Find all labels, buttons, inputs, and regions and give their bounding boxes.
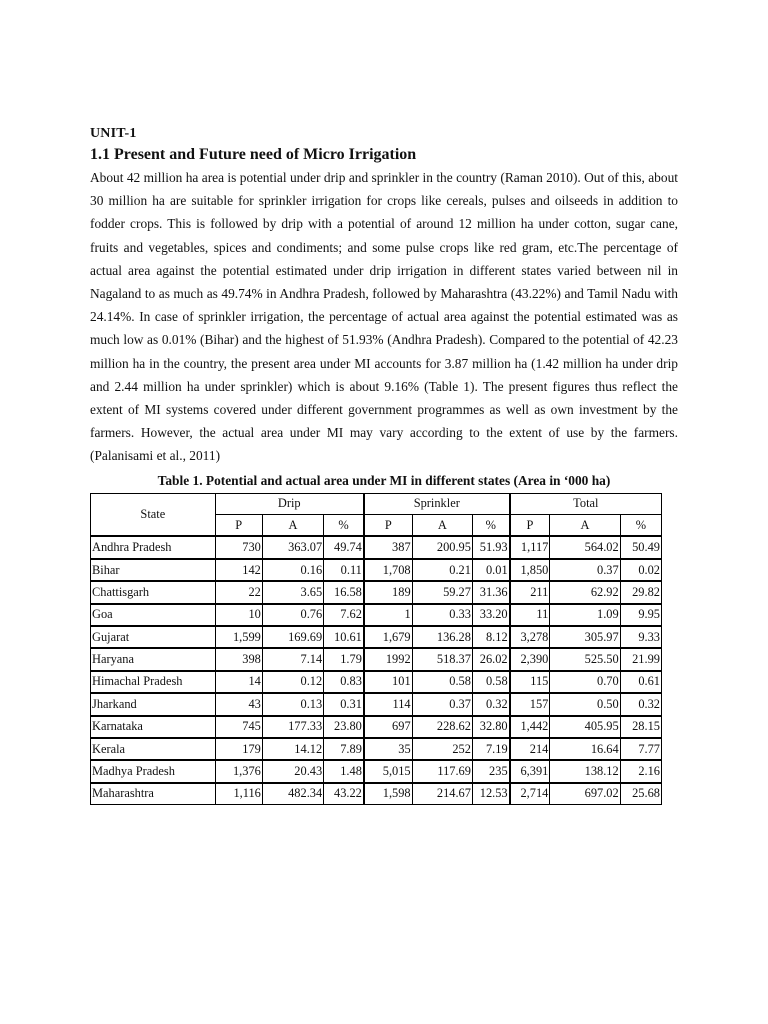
value-cell: 7.77 <box>620 738 661 760</box>
table-row <box>91 536 662 558</box>
table-row <box>91 559 662 581</box>
table-row <box>91 738 662 760</box>
value-cell: 1,708 <box>364 559 412 581</box>
table-row <box>91 581 662 603</box>
value-cell: 138.12 <box>550 760 620 782</box>
table-caption: Table 1. Potential and actual area under MI in different states (Area in ‘000 ha) <box>157 472 611 488</box>
value-cell: 21.99 <box>620 648 661 670</box>
value-cell: 0.58 <box>472 671 509 693</box>
value-cell: 23.80 <box>324 716 364 738</box>
value-cell: 0.13 <box>262 693 323 715</box>
value-cell: 28.15 <box>620 716 661 738</box>
table-row <box>91 760 662 782</box>
value-cell: 0.37 <box>412 693 472 715</box>
value-cell: 0.37 <box>550 559 620 581</box>
state-cell: Himachal Pradesh <box>91 671 216 693</box>
value-cell: 169.69 <box>262 626 323 648</box>
value-cell: 7.89 <box>324 738 364 760</box>
subheader-cell: P <box>364 515 412 537</box>
value-cell: 235 <box>472 760 509 782</box>
subheader-cell: % <box>620 515 661 537</box>
value-cell: 697 <box>364 716 412 738</box>
value-cell: 22 <box>215 581 262 603</box>
value-cell: 387 <box>364 536 412 558</box>
value-cell: 5,015 <box>364 760 412 782</box>
value-cell: 142 <box>215 559 262 581</box>
value-cell: 9.33 <box>620 626 661 648</box>
value-cell: 525.50 <box>550 648 620 670</box>
subheader-cell: % <box>324 515 364 537</box>
value-cell: 7.19 <box>472 738 509 760</box>
value-cell: 179 <box>215 738 262 760</box>
value-cell: 43.22 <box>324 783 364 805</box>
value-cell: 1,598 <box>364 783 412 805</box>
value-cell: 43 <box>215 693 262 715</box>
subheader-cell: P <box>215 515 262 537</box>
value-cell: 16.58 <box>324 581 364 603</box>
value-cell: 20.43 <box>262 760 323 782</box>
value-cell: 730 <box>215 536 262 558</box>
value-cell: 114 <box>364 693 412 715</box>
state-cell: Madhya Pradesh <box>91 760 216 782</box>
value-cell: 1.79 <box>324 648 364 670</box>
table-row <box>91 716 662 738</box>
value-cell: 0.33 <box>412 604 472 626</box>
state-cell: Haryana <box>91 648 216 670</box>
value-cell: 564.02 <box>550 536 620 558</box>
value-cell: 518.37 <box>412 648 472 670</box>
document-page <box>90 126 678 805</box>
value-cell: 252 <box>412 738 472 760</box>
value-cell: 26.02 <box>472 648 509 670</box>
state-cell: Andhra Pradesh <box>91 536 216 558</box>
value-cell: 9.95 <box>620 604 661 626</box>
value-cell: 0.16 <box>262 559 323 581</box>
value-cell: 32.80 <box>472 716 509 738</box>
value-cell: 3,278 <box>510 626 550 648</box>
value-cell: 1,116 <box>215 783 262 805</box>
value-cell: 398 <box>215 648 262 670</box>
value-cell: 1.09 <box>550 604 620 626</box>
value-cell: 49.74 <box>324 536 364 558</box>
value-cell: 1,117 <box>510 536 550 558</box>
value-cell: 0.31 <box>324 693 364 715</box>
value-cell: 0.61 <box>620 671 661 693</box>
value-cell: 14.12 <box>262 738 323 760</box>
value-cell: 29.82 <box>620 581 661 603</box>
value-cell: 51.93 <box>472 536 509 558</box>
value-cell: 157 <box>510 693 550 715</box>
mi-area-table <box>90 493 662 805</box>
value-cell: 1,442 <box>510 716 550 738</box>
value-cell: 10 <box>215 604 262 626</box>
table-body <box>91 536 662 804</box>
value-cell: 0.50 <box>550 693 620 715</box>
sprinkler-group-header: Sprinkler <box>364 493 510 514</box>
value-cell: 0.11 <box>324 559 364 581</box>
state-cell: Kerala <box>91 738 216 760</box>
value-cell: 62.92 <box>550 581 620 603</box>
value-cell: 363.07 <box>262 536 323 558</box>
value-cell: 7.14 <box>262 648 323 670</box>
state-cell: Bihar <box>91 559 216 581</box>
value-cell: 115 <box>510 671 550 693</box>
state-cell: Gujarat <box>91 626 216 648</box>
value-cell: 101 <box>364 671 412 693</box>
state-cell: Karnataka <box>91 716 216 738</box>
value-cell: 0.83 <box>324 671 364 693</box>
table-row <box>91 626 662 648</box>
table-group-header-row <box>91 493 662 514</box>
value-cell: 211 <box>510 581 550 603</box>
value-cell: 0.21 <box>412 559 472 581</box>
drip-group-header: Drip <box>215 493 364 514</box>
value-cell: 6,391 <box>510 760 550 782</box>
value-cell: 214 <box>510 738 550 760</box>
value-cell: 25.68 <box>620 783 661 805</box>
state-cell: Chattisgarh <box>91 581 216 603</box>
value-cell: 200.95 <box>412 536 472 558</box>
table-row <box>91 783 662 805</box>
value-cell: 2.16 <box>620 760 661 782</box>
value-cell: 33.20 <box>472 604 509 626</box>
state-cell: Goa <box>91 604 216 626</box>
table-row <box>91 604 662 626</box>
value-cell: 117.69 <box>412 760 472 782</box>
value-cell: 1,679 <box>364 626 412 648</box>
value-cell: 12.53 <box>472 783 509 805</box>
value-cell: 50.49 <box>620 536 661 558</box>
value-cell: 0.02 <box>620 559 661 581</box>
value-cell: 59.27 <box>412 581 472 603</box>
value-cell: 228.62 <box>412 716 472 738</box>
value-cell: 177.33 <box>262 716 323 738</box>
value-cell: 8.12 <box>472 626 509 648</box>
value-cell: 35 <box>364 738 412 760</box>
value-cell: 189 <box>364 581 412 603</box>
value-cell: 1.48 <box>324 760 364 782</box>
value-cell: 0.58 <box>412 671 472 693</box>
table-row <box>91 648 662 670</box>
unit-label: UNIT-1 <box>90 126 137 141</box>
value-cell: 0.32 <box>620 693 661 715</box>
value-cell: 697.02 <box>550 783 620 805</box>
value-cell: 0.76 <box>262 604 323 626</box>
value-cell: 14 <box>215 671 262 693</box>
value-cell: 1,376 <box>215 760 262 782</box>
value-cell: 11 <box>510 604 550 626</box>
value-cell: 405.95 <box>550 716 620 738</box>
subheader-cell: P <box>510 515 550 537</box>
value-cell: 0.12 <box>262 671 323 693</box>
value-cell: 3.65 <box>262 581 323 603</box>
value-cell: 1992 <box>364 648 412 670</box>
state-cell: Maharashtra <box>91 783 216 805</box>
value-cell: 214.67 <box>412 783 472 805</box>
value-cell: 2,390 <box>510 648 550 670</box>
value-cell: 7.62 <box>324 604 364 626</box>
value-cell: 0.01 <box>472 559 509 581</box>
section-title: 1.1 Present and Future need of Micro Irrigation <box>90 146 417 163</box>
value-cell: 305.97 <box>550 626 620 648</box>
value-cell: 2,714 <box>510 783 550 805</box>
value-cell: 745 <box>215 716 262 738</box>
body-paragraph: About 42 million ha area is potential under drip and sprinkler in the country (Raman 2010). Out of this, about 30 million ha are suitable for sprinkler irrigation for crops like cereals, pulses and oilseeds in addition to fodder crops. This is followed by drip with a potential of around 12 million ha under cotton, sugar cane, fruits and vegetables, spices and condiments; and some pulse crops like red gram, etc.The percentage of actual area against the potential estimated under drip irrigation in different states varied between nil in Nagaland to as much as 49.74% in Andhra Pradesh, followed by Maharashtra (43.22%) and Tamil Nadu with 24.14%. In case of sprinkler irrigation, the percentage of actual area against the potential estimated was as much low as 0.01% (Bihar) and the highest of 51.93% (Andhra Pradesh). Compared to the potential of 42.23 million ha in the country, the present area under MI accounts for 3.87 million ha (1.42 million ha under drip and 2.44 million ha under sprinkler) which is about 9.16% (Table 1). The present figures thus reflect the extent of MI systems covered under different government programmes as well as own investment by the farmers. However, the actual area under MI may vary according to the extent of use by the farmers. (Palanisami et al., 2011) <box>90 170 678 464</box>
state-column-header: State <box>91 493 216 536</box>
subheader-cell: % <box>472 515 509 537</box>
total-group-header: Total <box>510 493 662 514</box>
subheader-cell: A <box>550 515 620 537</box>
state-cell: Jharkand <box>91 693 216 715</box>
value-cell: 31.36 <box>472 581 509 603</box>
value-cell: 16.64 <box>550 738 620 760</box>
value-cell: 1 <box>364 604 412 626</box>
subheader-cell: A <box>412 515 472 537</box>
value-cell: 482.34 <box>262 783 323 805</box>
value-cell: 0.32 <box>472 693 509 715</box>
table-row <box>91 693 662 715</box>
value-cell: 1,599 <box>215 626 262 648</box>
subheader-cell: A <box>262 515 323 537</box>
table-row <box>91 671 662 693</box>
value-cell: 1,850 <box>510 559 550 581</box>
value-cell: 0.70 <box>550 671 620 693</box>
value-cell: 10.61 <box>324 626 364 648</box>
value-cell: 136.28 <box>412 626 472 648</box>
